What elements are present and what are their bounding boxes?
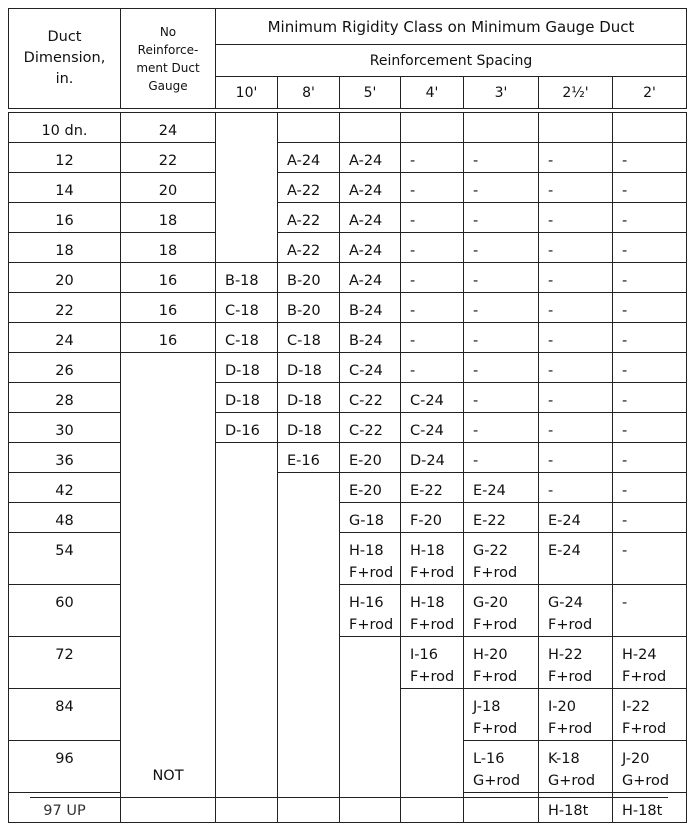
rigidity-cell-10ft: C-18 — [216, 323, 278, 353]
rigidity-cell-2-5ft: E-24 — [539, 503, 613, 533]
duct-dimension-cell: 22 — [9, 293, 121, 323]
rigidity-cell-2-5ft: - — [539, 323, 613, 353]
rigidity-cell-2ft: - — [613, 233, 687, 263]
rigidity-cell-4ft: E-22 — [401, 473, 464, 503]
rigidity-cell-2ft: - — [613, 443, 687, 473]
rigidity-cell-2ft: - — [613, 323, 687, 353]
duct-dimension-cell: 26 — [9, 353, 121, 383]
rigidity-cell-8ft: A-22 — [278, 173, 340, 203]
spacing-3ft-header: 3' — [464, 77, 539, 109]
rigidity-cell-5ft: H-18 F+rod — [340, 533, 401, 585]
rigidity-cell-10ft — [216, 203, 278, 233]
table-row — [9, 233, 687, 263]
rigidity-cell-5ft: C-22 — [340, 413, 401, 443]
rigidity-cell-3ft: - — [464, 443, 539, 473]
rigidity-cell-3ft: E-24 — [464, 473, 539, 503]
rigidity-cell-10ft: D-18 — [216, 353, 278, 383]
rigidity-cell-5ft: E-20 — [340, 473, 401, 503]
gauge-cell — [121, 473, 216, 503]
table-row — [9, 503, 687, 533]
duct-dimension-cell: 84 — [9, 689, 121, 741]
gauge-cell: 22 — [121, 143, 216, 173]
rigidity-cell-4ft: - — [401, 173, 464, 203]
spacing-10ft-header: 10' — [216, 77, 278, 109]
rigidity-cell-8ft — [278, 503, 340, 533]
rigidity-cell-8ft: D-18 — [278, 383, 340, 413]
rigidity-cell-2ft: - — [613, 533, 687, 585]
rigidity-cell-3ft: - — [464, 353, 539, 383]
table-row — [9, 473, 687, 503]
gauge-cell: 16 — [121, 323, 216, 353]
rigidity-cell-2-5ft: K-18 G+rod — [539, 741, 613, 793]
rigidity-cell-4ft: - — [401, 203, 464, 233]
rigidity-cell-5ft: G-18 — [340, 503, 401, 533]
rigidity-cell-2ft: I-22 F+rod — [613, 689, 687, 741]
rigidity-cell-2-5ft: - — [539, 143, 613, 173]
rigidity-cell-4ft: - — [401, 143, 464, 173]
duct-dimension-header: Duct Dimension, in. — [9, 9, 121, 109]
rigidity-cell-2ft: - — [613, 173, 687, 203]
rigidity-cell-10ft — [216, 143, 278, 173]
rigidity-cell-10ft — [216, 473, 278, 503]
rigidity-cell-5ft: C-22 — [340, 383, 401, 413]
table-row — [9, 323, 687, 353]
gauge-cell — [121, 353, 216, 383]
rigidity-cell-10ft: D-16 — [216, 413, 278, 443]
spacing-8ft-header: 8' — [278, 77, 340, 109]
no-reinforcement-gauge-header: No Reinforce- ment Duct Gauge — [121, 9, 216, 109]
rigidity-cell-4ft: D-24 — [401, 443, 464, 473]
rigidity-cell-8ft — [278, 637, 340, 689]
rigidity-cell-10ft — [216, 533, 278, 585]
rigidity-cell-2-5ft: - — [539, 293, 613, 323]
rigidity-cell-2ft: - — [613, 383, 687, 413]
duct-dimension-cell: 24 — [9, 323, 121, 353]
rigidity-cell-5ft: C-24 — [340, 353, 401, 383]
rigidity-cell-3ft — [464, 113, 539, 143]
rigidity-cell-3ft: - — [464, 203, 539, 233]
gauge-cell — [121, 383, 216, 413]
rigidity-cell-3ft: - — [464, 233, 539, 263]
rigidity-cell-3ft: G-20 F+rod — [464, 585, 539, 637]
duct-dimension-cell: 20 — [9, 263, 121, 293]
rigidity-cell-2ft: J-20 G+rod — [613, 741, 687, 793]
rigidity-cell-8ft: A-22 — [278, 233, 340, 263]
rigidity-cell-8ft — [278, 533, 340, 585]
rigidity-cell-4ft: I-16 F+rod — [401, 637, 464, 689]
duct-dimension-cell: 97 UP — [9, 793, 121, 823]
rigidity-cell-3ft: - — [464, 413, 539, 443]
rigidity-cell-2-5ft: H-22 F+rod — [539, 637, 613, 689]
rigidity-cell-10ft — [216, 113, 278, 143]
rigidity-cell-2ft — [613, 113, 687, 143]
rigidity-cell-4ft: C-24 — [401, 383, 464, 413]
rigidity-cell-2-5ft: - — [539, 203, 613, 233]
table-row — [9, 443, 687, 473]
rigidity-cell-5ft — [340, 741, 401, 793]
table-row — [9, 585, 687, 637]
rigidity-cell-2-5ft: - — [539, 263, 613, 293]
rigidity-cell-4ft — [401, 113, 464, 143]
duct-dimension-cell: 18 — [9, 233, 121, 263]
rigidity-cell-2-5ft: I-20 F+rod — [539, 689, 613, 741]
duct-dimension-cell: 30 — [9, 413, 121, 443]
gauge-cell: 18 — [121, 203, 216, 233]
rigidity-cell-4ft: - — [401, 293, 464, 323]
bottom-rule — [30, 797, 668, 798]
gauge-cell — [121, 413, 216, 443]
gauge-cell: 16 — [121, 263, 216, 293]
rigidity-cell-5ft — [340, 637, 401, 689]
table-row — [9, 143, 687, 173]
rigidity-cell-4ft: F-20 — [401, 503, 464, 533]
table-row — [9, 741, 687, 793]
rigidity-cell-8ft — [278, 689, 340, 741]
rigidity-cell-3ft: L-16 G+rod — [464, 741, 539, 793]
duct-dimension-cell: 42 — [9, 473, 121, 503]
rigidity-cell-8ft: D-18 — [278, 353, 340, 383]
rigidity-cell-5ft: A-24 — [340, 203, 401, 233]
rigidity-cell-2-5ft: G-24 F+rod — [539, 585, 613, 637]
rigidity-cell-2-5ft: - — [539, 443, 613, 473]
duct-dimension-cell: 54 — [9, 533, 121, 585]
duct-dimension-cell: 16 — [9, 203, 121, 233]
rigidity-class-table — [8, 8, 687, 823]
rigidity-cell-2-5ft: - — [539, 353, 613, 383]
spacing-2-5ft-header: 2½' — [539, 77, 613, 109]
rigidity-cell-8ft — [278, 113, 340, 143]
table-row — [9, 263, 687, 293]
rigidity-cell-10ft — [216, 503, 278, 533]
table-row — [9, 173, 687, 203]
rigidity-cell-10ft: C-18 — [216, 293, 278, 323]
rigidity-cell-4ft: - — [401, 353, 464, 383]
rigidity-cell-2-5ft: - — [539, 233, 613, 263]
rigidity-cell-2ft: - — [613, 263, 687, 293]
rigidity-cell-10ft — [216, 585, 278, 637]
rigidity-cell-2-5ft: H-18t — [539, 793, 613, 823]
rigidity-cell-2ft: - — [613, 413, 687, 443]
rigidity-cell-8ft: B-20 — [278, 293, 340, 323]
duct-dimension-cell: 28 — [9, 383, 121, 413]
rigidity-cell-10ft — [216, 443, 278, 473]
table-row — [9, 203, 687, 233]
gauge-cell — [121, 689, 216, 741]
table-row — [9, 533, 687, 585]
rigidity-cell-3ft: - — [464, 263, 539, 293]
table-row — [9, 689, 687, 741]
reinforcement-spacing-header: Reinforcement Spacing — [216, 45, 687, 77]
gauge-cell — [121, 585, 216, 637]
rigidity-cell-8ft — [278, 741, 340, 793]
duct-dimension-cell: 72 — [9, 637, 121, 689]
rigidity-cell-2ft: - — [613, 143, 687, 173]
rigidity-cell-10ft — [216, 741, 278, 793]
rigidity-cell-5ft — [340, 113, 401, 143]
duct-dimension-cell: 10 dn. — [9, 113, 121, 143]
rigidity-cell-2-5ft: - — [539, 383, 613, 413]
min-rigidity-header: Minimum Rigidity Class on Minimum Gauge Duct — [216, 9, 687, 45]
rigidity-cell-2ft: H-18t — [613, 793, 687, 823]
rigidity-cell-4ft — [401, 689, 464, 741]
rigidity-cell-8ft — [278, 473, 340, 503]
duct-dimension-cell: 12 — [9, 143, 121, 173]
rigidity-cell-3ft: H-20 F+rod — [464, 637, 539, 689]
gauge-cell: 24 — [121, 113, 216, 143]
table-body — [9, 113, 687, 823]
rigidity-cell-2-5ft — [539, 113, 613, 143]
rigidity-cell-5ft: E-20 — [340, 443, 401, 473]
spacing-2ft-header: 2' — [613, 77, 687, 109]
rigidity-cell-3ft: - — [464, 173, 539, 203]
table-row — [9, 413, 687, 443]
gauge-cell — [121, 533, 216, 585]
rigidity-cell-10ft — [216, 637, 278, 689]
rigidity-cell-2-5ft: - — [539, 173, 613, 203]
rigidity-cell-4ft: - — [401, 323, 464, 353]
rigidity-cell-3ft: - — [464, 383, 539, 413]
rigidity-cell-8ft: D-18 — [278, 413, 340, 443]
rigidity-table-container — [8, 8, 687, 823]
rigidity-cell-4ft: C-24 — [401, 413, 464, 443]
rigidity-cell-8ft: E-16 — [278, 443, 340, 473]
rigidity-cell-2ft: - — [613, 585, 687, 637]
table-row — [9, 383, 687, 413]
rigidity-cell-8ft: C-18 — [278, 323, 340, 353]
table-row — [9, 293, 687, 323]
rigidity-cell-3ft: E-22 — [464, 503, 539, 533]
rigidity-cell-2ft: - — [613, 293, 687, 323]
rigidity-cell-2ft: - — [613, 503, 687, 533]
rigidity-cell-5ft: H-16 F+rod — [340, 585, 401, 637]
gauge-cell: NOT — [121, 741, 216, 793]
rigidity-cell-2-5ft: - — [539, 413, 613, 443]
table-row — [9, 353, 687, 383]
rigidity-cell-4ft: H-18 F+rod — [401, 533, 464, 585]
duct-dimension-cell: 36 — [9, 443, 121, 473]
table-row — [9, 637, 687, 689]
rigidity-cell-5ft: B-24 — [340, 323, 401, 353]
rigidity-cell-10ft: D-18 — [216, 383, 278, 413]
duct-dimension-cell: 96 — [9, 741, 121, 793]
rigidity-cell-5ft: A-24 — [340, 143, 401, 173]
rigidity-cell-8ft: B-20 — [278, 263, 340, 293]
rigidity-cell-5ft: A-24 — [340, 263, 401, 293]
rigidity-cell-10ft — [216, 233, 278, 263]
rigidity-cell-3ft: - — [464, 293, 539, 323]
rigidity-cell-10ft: B-18 — [216, 263, 278, 293]
duct-dimension-cell: 14 — [9, 173, 121, 203]
gauge-cell — [121, 503, 216, 533]
rigidity-cell-8ft: A-22 — [278, 203, 340, 233]
gauge-cell: 16 — [121, 293, 216, 323]
rigidity-cell-4ft: - — [401, 233, 464, 263]
rigidity-cell-2-5ft: - — [539, 473, 613, 503]
gauge-cell: 20 — [121, 173, 216, 203]
rigidity-cell-4ft: H-18 F+rod — [401, 585, 464, 637]
rigidity-cell-4ft: - — [401, 263, 464, 293]
rigidity-cell-8ft — [278, 585, 340, 637]
rigidity-cell-5ft: B-24 — [340, 293, 401, 323]
gauge-cell: 18 — [121, 233, 216, 263]
spacing-5ft-header: 5' — [340, 77, 401, 109]
rigidity-cell-10ft — [216, 689, 278, 741]
rigidity-cell-2-5ft: E-24 — [539, 533, 613, 585]
rigidity-cell-2ft: - — [613, 203, 687, 233]
rigidity-cell-2ft: - — [613, 353, 687, 383]
spacing-4ft-header: 4' — [401, 77, 464, 109]
rigidity-cell-2ft: H-24 F+rod — [613, 637, 687, 689]
gauge-cell — [121, 637, 216, 689]
rigidity-cell-5ft: A-24 — [340, 173, 401, 203]
rigidity-cell-5ft: A-24 — [340, 233, 401, 263]
rigidity-cell-10ft — [216, 173, 278, 203]
rigidity-cell-3ft: J-18 F+rod — [464, 689, 539, 741]
gauge-cell — [121, 443, 216, 473]
rigidity-cell-3ft: - — [464, 323, 539, 353]
table-row — [9, 113, 687, 143]
rigidity-cell-4ft — [401, 741, 464, 793]
rigidity-cell-2ft: - — [613, 473, 687, 503]
duct-dimension-cell: 48 — [9, 503, 121, 533]
rigidity-cell-5ft — [340, 689, 401, 741]
rigidity-cell-3ft: - — [464, 143, 539, 173]
rigidity-cell-3ft: G-22 F+rod — [464, 533, 539, 585]
rigidity-cell-8ft: A-24 — [278, 143, 340, 173]
duct-dimension-cell: 60 — [9, 585, 121, 637]
